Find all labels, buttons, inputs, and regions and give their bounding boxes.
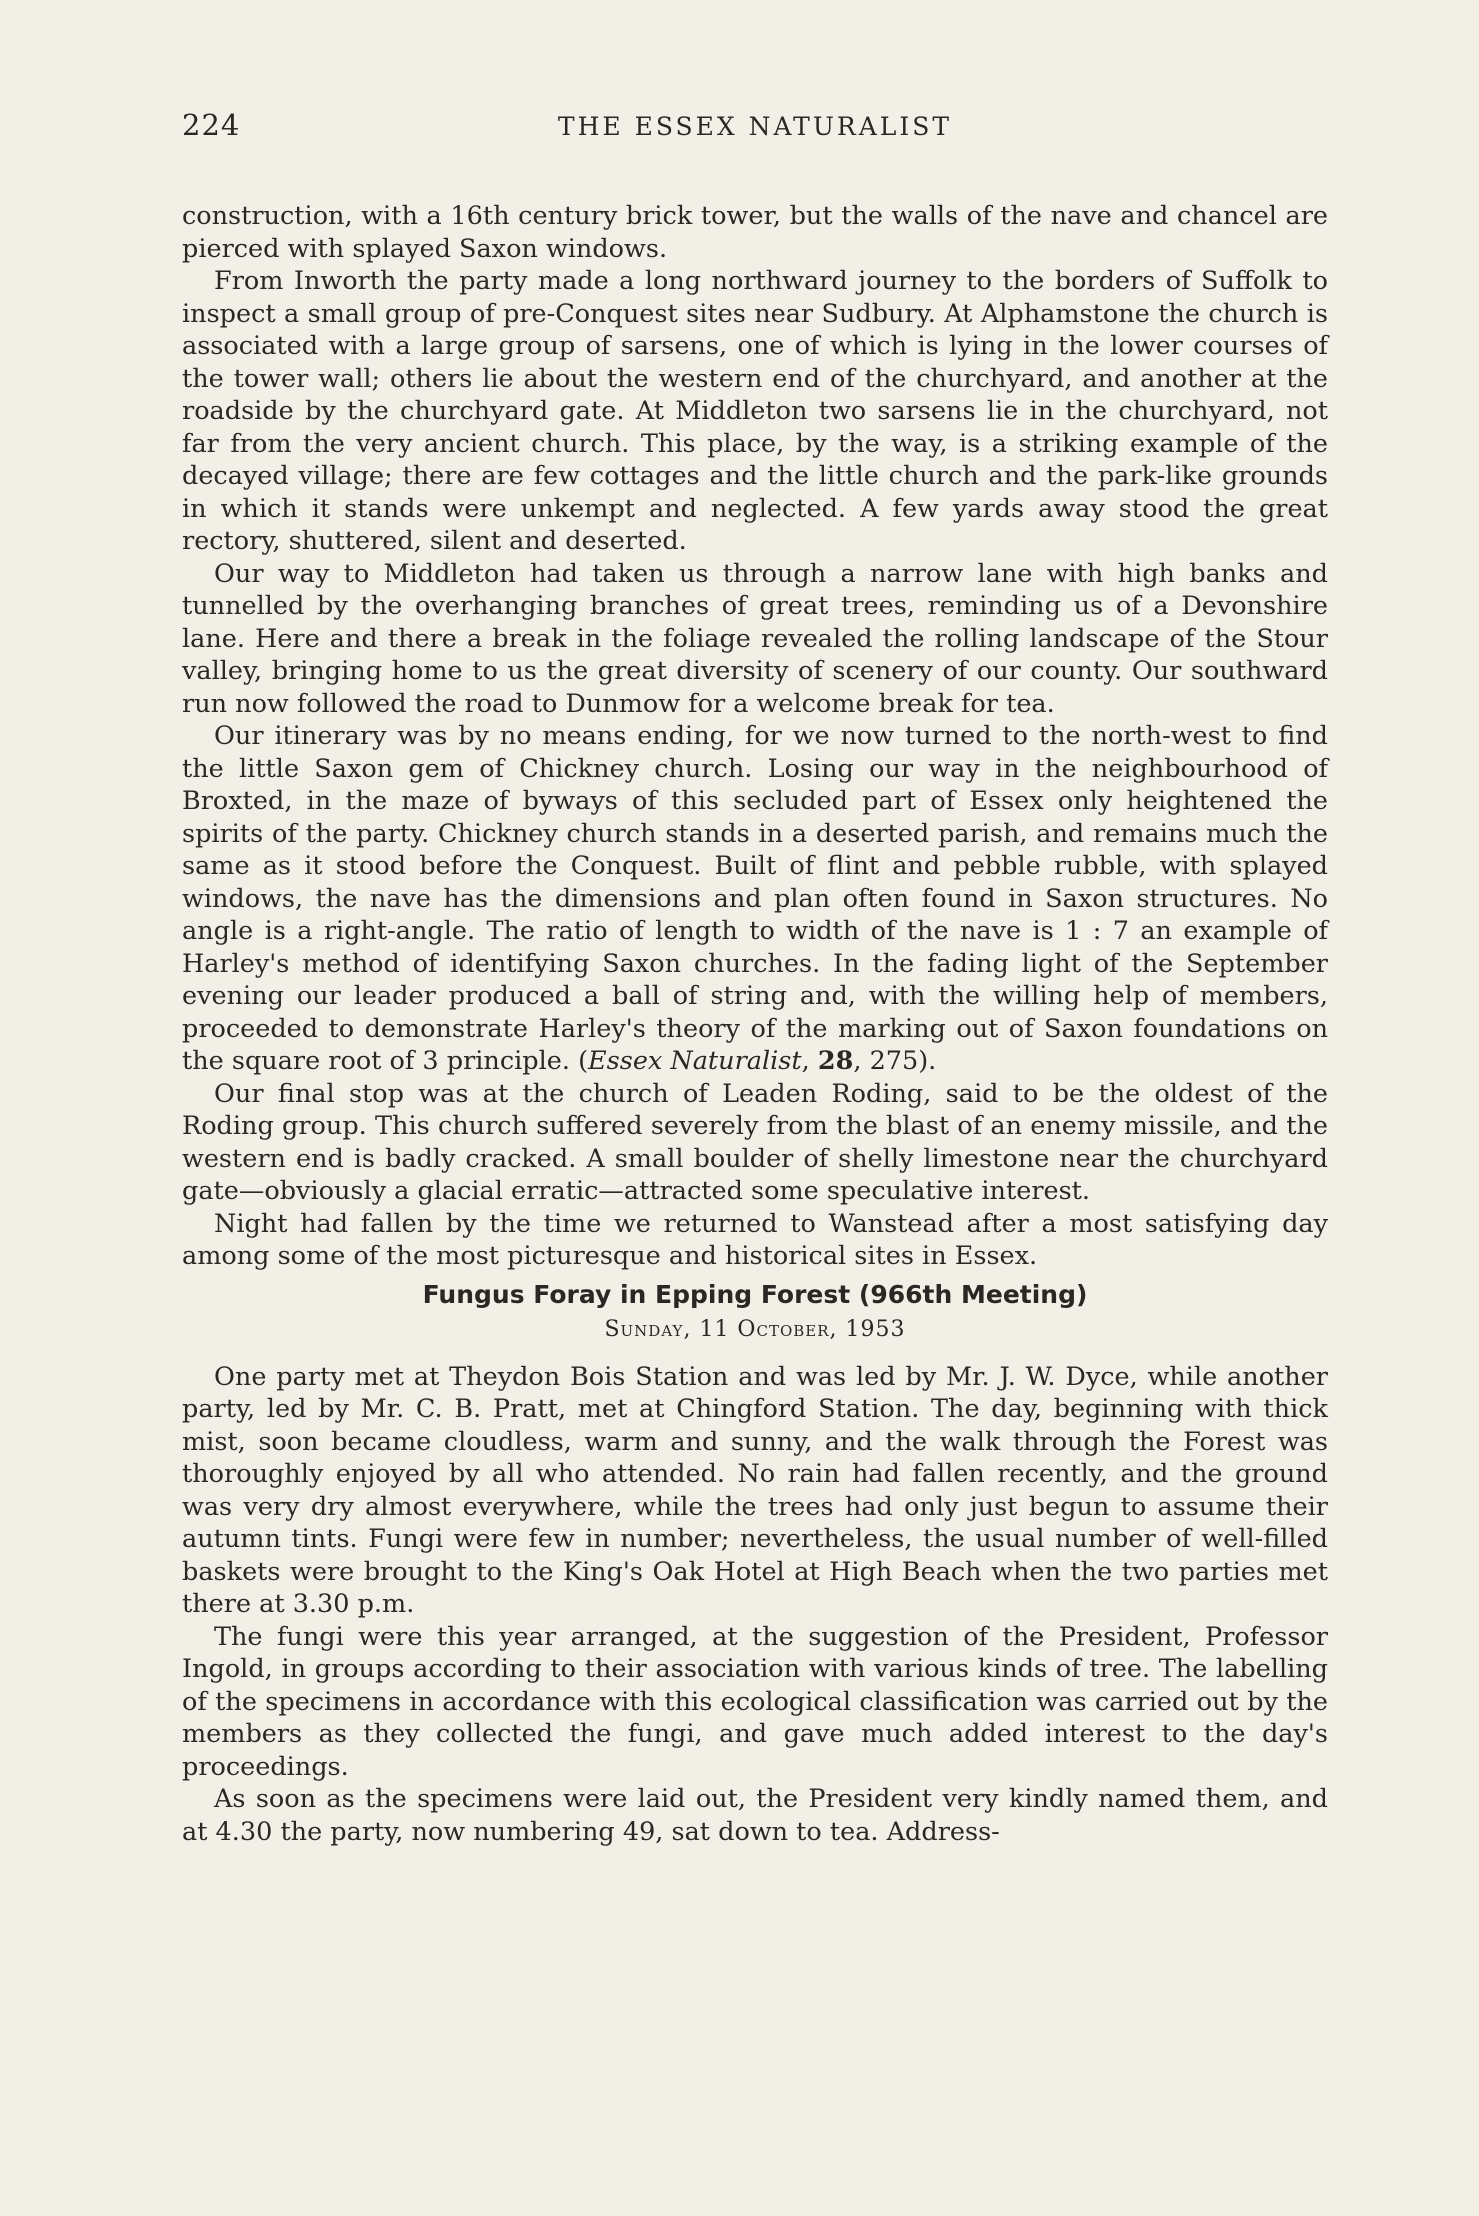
page-header — [182, 108, 1328, 148]
page-number: 224 — [182, 108, 241, 142]
paragraph-chickney-church — [182, 720, 1328, 1078]
paragraph-specimens-named: As soon as the specimens were laid out, the President very kindly named them, and at 4.30 the party, now numbering 49, sat down to tea. Address- — [182, 1784, 1328, 1847]
section-date — [182, 1313, 1328, 1347]
paragraph-leaden-roding: Our final stop was at the church of Leaden Roding, said to be the oldest of the Roding group. This church suffered severely from the blast of an enemy missile, and the western end is badly cracked. A small boulder of shelly limestone near the churchyard gate—obviously a glacial erratic—attracted some speculative interest. — [182, 1078, 1328, 1206]
paragraph-return-wanstead: Night had fallen by the time we returned to Wanstead after a most satisfying day among some of the most picturesque and historical sites in Essex. — [182, 1208, 1328, 1271]
section-heading: Fungus Foray in Epping Forest (966th Meeting) — [422, 1279, 1088, 1309]
paragraph-middleton-lane: Our way to Middleton had taken us through a narrow lane with high banks and tunnelled by the overhanging branches of great trees, reminding us of a Devonshire lane. Here and there a break in the foliage revealed the rolling landscape of the Stour valley, bringing home to us the great diversity of scenery of our county. Our southward run now followed the road to Dunmow for a welcome break for tea. — [182, 558, 1328, 719]
section-date-year: 1953 — [845, 1316, 906, 1342]
paragraph-sudbury-journey: From Inworth the party made a long northward journey to the borders of Suffolk to inspect a small group of pre-Conquest sites near Sudbury. At Alphamstone the church is associated with a large group of sarsens, one of which is lying in the lower courses of the tower wall; others lie about the western end of the churchyard, and another at the roadside by the churchyard gate. At Middleton two sarsens lie in the churchyard, not far from the very ancient church. This place, by the way, is a striking example of the decayed village; there are few cottages and the little church and the park-like grounds in which it stands were unkempt and neglected. A few yards away stood the great rectory, shuttered, silent and deserted. — [182, 266, 1328, 556]
paragraph-continuation: construction, with a 16th century brick tower, but the walls of the nave and chancel are pierced with splayed Saxon windows. — [182, 201, 1328, 264]
paragraph-fungi-arranged: The fungi were this year arranged, at the suggestion of the President, Professor Ingold, in groups according to their association with various kinds of tree. The labelling of the specimens in accordance with this ecological classification was carried out by the members as they collected the fungi, and gave much added interest to the day's proceedings. — [182, 1621, 1328, 1782]
citation-journal: Essex Naturalist — [588, 1046, 802, 1076]
citation-volume: 28 — [817, 1046, 854, 1076]
section-date-day: Sunday, 11 October, — [604, 1316, 838, 1342]
citation-page: 275 — [869, 1046, 919, 1076]
paragraph-foray-meeting: One party met at Theydon Bois Station and was led by Mr. J. W. Dyce, while another party, led by Mr. C. B. Pratt, met at Chingford Station. The day, beginning with thick mist, soon became cloudless, warm and sunny, and the walk through the Forest was thoroughly enjoyed by all who attended. No rain had fallen recently, and the ground was very dry almost everywhere, while the trees had only just begun to assume their autumn tints. Fungi were few in number; nevertheless, the usual number of well-filled baskets were brought to the King's Oak Hotel at High Beach when the two parties met there at 3.30 p.m. — [182, 1361, 1328, 1619]
body-text — [182, 200, 1328, 1848]
chickney-text: Our itinerary was by no means ending, for we now turned to the north-west to find the little Saxon gem of Chickney church. Losing our way in the neighbourhood of Broxted, in the maze of byways of this secluded part of Essex only heightened the spirits of the party. Chickney church stands in a deserted parish, and remains much the same as it stood before the Conquest. Built of flint and pebble rubble, with splayed windows, the nave has the dimensions and plan often found in Saxon structures. No angle is a right-angle. The ratio of length to width of the nave is 1 : 7 an example of Harley's method of identifying Saxon churches. In the fading light of the September evening our leader produced a ball of string and, with the willing help of members, proceeded to demonstrate Harley's theory of the marking out of Saxon foundations on the square root of 3 principle. — [182, 721, 1328, 1076]
running-title: THE ESSEX NATURALIST — [557, 112, 953, 141]
citation: (Essex Naturalist, 28, 275). — [578, 1046, 937, 1076]
